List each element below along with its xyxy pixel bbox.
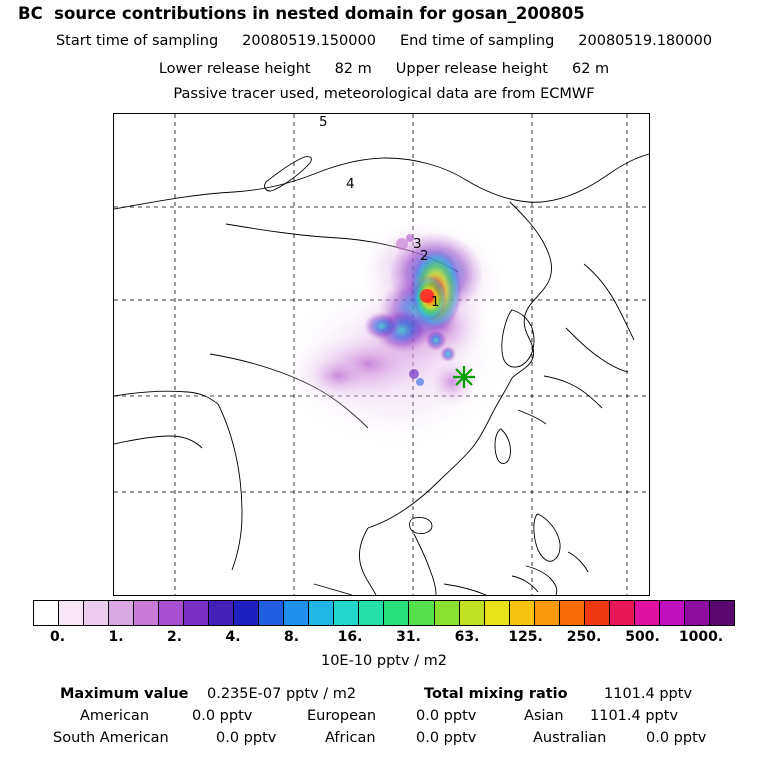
lower-height-value: 82 m bbox=[334, 61, 372, 77]
colorbar-cell-18 bbox=[485, 601, 510, 625]
colorbar-tick-4: 8. bbox=[284, 629, 300, 645]
colorbar-tick-5: 16. bbox=[337, 629, 363, 645]
end-time-label: End time of sampling bbox=[399, 33, 555, 49]
colorbar-cell-15 bbox=[409, 601, 434, 625]
colorbar-cell-14 bbox=[384, 601, 409, 625]
map-graphic bbox=[114, 114, 649, 595]
colorbar-tick-6: 31. bbox=[396, 629, 421, 645]
start-time-label: Start time of sampling bbox=[55, 33, 219, 49]
upper-height-label: Upper release height bbox=[395, 61, 548, 77]
end-time-value: 20080519.180000 bbox=[578, 33, 713, 49]
max-value-value: 0.235E-07 pptv / m2 bbox=[207, 686, 357, 702]
total-mixing-label: Total mixing ratio bbox=[424, 686, 568, 702]
map-label-2: 2 bbox=[420, 248, 429, 264]
colorbar-cell-11 bbox=[309, 601, 334, 625]
colorbar-cell-24 bbox=[635, 601, 660, 625]
colorbar-cell-6 bbox=[184, 601, 209, 625]
region-south-american-label: South American bbox=[53, 730, 169, 746]
colorbar-cell-0 bbox=[34, 601, 59, 625]
region-european-label: European bbox=[307, 708, 377, 724]
colorbar-cell-16 bbox=[435, 601, 460, 625]
colorbar-tick-1: 1. bbox=[108, 629, 124, 645]
map-panel bbox=[113, 113, 650, 596]
summary-footer bbox=[0, 686, 768, 752]
colorbar-cell-7 bbox=[209, 601, 234, 625]
colorbar bbox=[33, 600, 735, 626]
map-label-5: 5 bbox=[319, 114, 328, 130]
colorbar-tick-2: 2. bbox=[167, 629, 183, 645]
colorbar-cell-1 bbox=[59, 601, 84, 625]
colorbar-cell-27 bbox=[710, 601, 734, 625]
map-label-3: 3 bbox=[413, 236, 422, 252]
colorbar-tick-8: 125. bbox=[508, 629, 543, 645]
colorbar-cell-9 bbox=[259, 601, 284, 625]
colorbar-cell-23 bbox=[610, 601, 635, 625]
region-asian-label: Asian bbox=[524, 708, 564, 724]
region-south-american-value: 0.0 pptv bbox=[216, 730, 277, 746]
map-label-4: 4 bbox=[346, 176, 355, 192]
colorbar-cell-19 bbox=[510, 601, 535, 625]
map-label-1: 1 bbox=[431, 294, 440, 310]
summary-row-1 bbox=[0, 708, 768, 730]
colorbar-cell-3 bbox=[109, 601, 134, 625]
region-australian-value: 0.0 pptv bbox=[646, 730, 707, 746]
region-american-value: 0.0 pptv bbox=[192, 708, 253, 724]
colorbar-cell-13 bbox=[359, 601, 384, 625]
lower-height-label: Lower release height bbox=[158, 61, 311, 77]
region-african-label: African bbox=[325, 730, 376, 746]
max-value-label: Maximum value bbox=[60, 686, 189, 702]
colorbar-cell-5 bbox=[159, 601, 184, 625]
release-height-line bbox=[0, 61, 768, 77]
receptor-star-icon bbox=[453, 366, 475, 388]
region-european-value: 0.0 pptv bbox=[416, 708, 477, 724]
sampling-time-line bbox=[0, 33, 768, 49]
colorbar-cell-12 bbox=[334, 601, 359, 625]
region-australian-label: Australian bbox=[533, 730, 607, 746]
total-mixing-value: 1101.4 pptv bbox=[604, 686, 693, 702]
colorbar-tick-10: 500. bbox=[625, 629, 660, 645]
colorbar-cell-8 bbox=[234, 601, 259, 625]
tracer-note: Passive tracer used, meteorological data are from ECMWF bbox=[173, 86, 595, 102]
colorbar-cell-20 bbox=[535, 601, 560, 625]
colorbar-tick-3: 4. bbox=[225, 629, 241, 645]
summary-row-2 bbox=[0, 730, 768, 752]
colorbar-cell-21 bbox=[560, 601, 585, 625]
colorbar-cell-25 bbox=[660, 601, 685, 625]
colorbar-tick-11: 1000. bbox=[678, 629, 724, 645]
colorbar-cell-17 bbox=[460, 601, 485, 625]
colorbar-tick-0: 0. bbox=[50, 629, 66, 645]
upper-height-value: 62 m bbox=[571, 61, 610, 77]
colorbar-cell-2 bbox=[84, 601, 109, 625]
colorbar-tick-9: 250. bbox=[566, 629, 602, 645]
colorbar-tick-labels bbox=[0, 629, 768, 647]
colorbar-cell-22 bbox=[585, 601, 610, 625]
colorbar-unit-label: 10E-10 pptv / m2 bbox=[320, 653, 448, 669]
region-asian-value: 1101.4 pptv bbox=[590, 708, 679, 724]
colorbar-cell-10 bbox=[284, 601, 309, 625]
colorbar-cell-4 bbox=[134, 601, 159, 625]
colorbar-tick-7: 63. bbox=[454, 629, 480, 645]
page-title: BC source contributions in nested domain for gosan_200805 bbox=[18, 4, 585, 23]
start-time-value: 20080519.150000 bbox=[242, 33, 376, 49]
region-african-value: 0.0 pptv bbox=[416, 730, 477, 746]
colorbar-cell-26 bbox=[685, 601, 710, 625]
summary-row-total bbox=[0, 686, 768, 708]
region-american-label: American bbox=[80, 708, 150, 724]
